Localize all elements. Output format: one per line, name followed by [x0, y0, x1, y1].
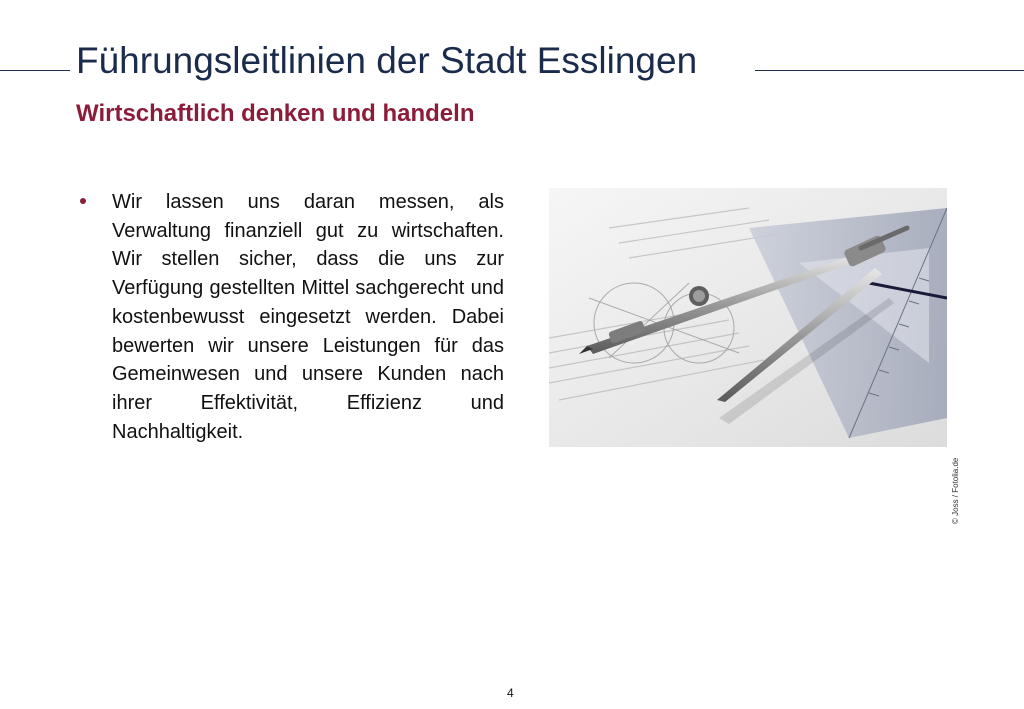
- title-rule-right: [755, 70, 1024, 71]
- image-credit: © Joss / Fotolia.de: [951, 457, 960, 524]
- bullet-text: Wir lassen uns daran messen, als Verwaltung finanziell gut zu wirtschaften. Wir stellen sicher, dass die uns zur Verfügung gestellten Mittel sachgerecht und kostenbewusst eingesetzt werden. Dabei bewerten wir unsere Leistungen für das Gemeinwesen und unsere Kunden nach ihrer Effektivität, Effizienz und Nachhaltigkeit.: [112, 191, 504, 443]
- bullet-dot-icon: [80, 198, 86, 204]
- title-rule-left: [0, 70, 70, 71]
- compass-photo: [549, 188, 947, 447]
- slide-title: Führungsleitlinien der Stadt Esslingen: [76, 40, 698, 81]
- slide-subtitle: Wirtschaftlich denken und handeln: [76, 100, 475, 127]
- page-number: 4: [507, 686, 514, 700]
